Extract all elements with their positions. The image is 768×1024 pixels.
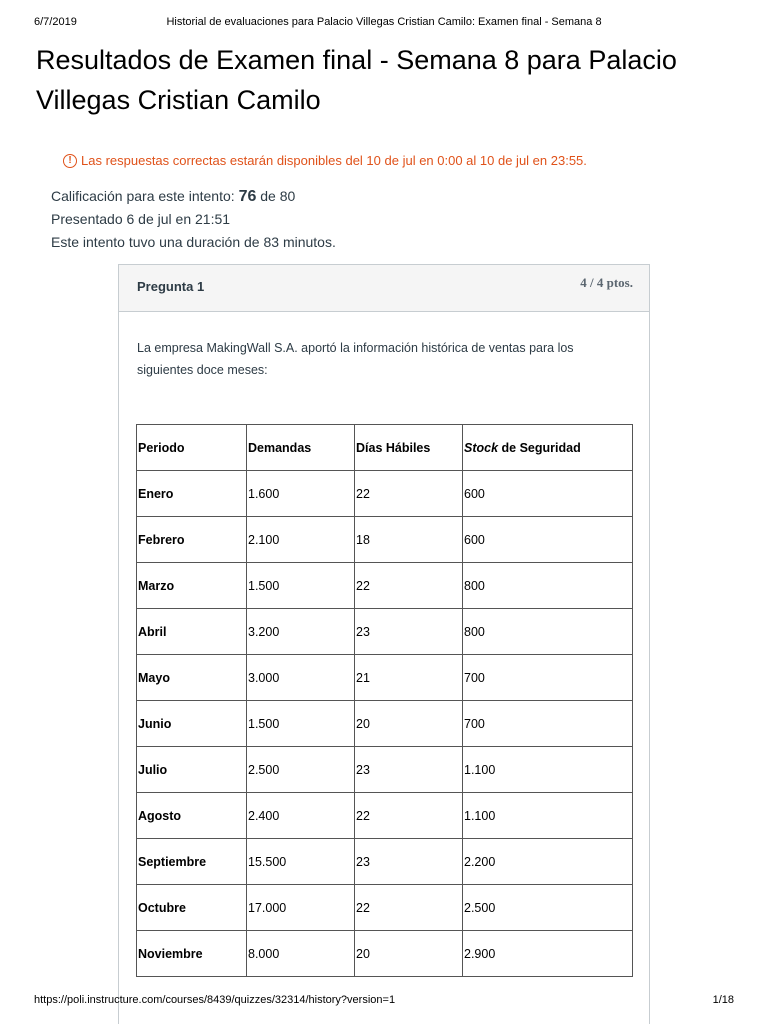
- header-periodo: Periodo: [137, 425, 247, 471]
- score-suffix: de 80: [256, 188, 296, 204]
- question-points: 4 / 4 ptos.: [580, 275, 633, 290]
- attempt-duration: Este intento tuvo una duración de 83 minutos.: [51, 234, 336, 250]
- cell-stock-seguridad: 600: [463, 471, 633, 517]
- cell-stock-seguridad: 800: [463, 563, 633, 609]
- cell-periodo: Marzo: [137, 563, 247, 609]
- cell-dias-habiles: 22: [355, 563, 463, 609]
- attempt-submitted: Presentado 6 de jul en 21:51: [51, 211, 231, 227]
- cell-stock-seguridad: 1.100: [463, 747, 633, 793]
- page-title: Resultados de Examen final - Semana 8 para Palacio Villegas Cristian Camilo: [36, 45, 677, 115]
- cell-stock-seguridad: 800: [463, 609, 633, 655]
- cell-periodo: Enero: [137, 471, 247, 517]
- cell-dias-habiles: 23: [355, 747, 463, 793]
- print-page-number: 1/18: [712, 994, 734, 1006]
- cell-demandas: 1.500: [247, 701, 355, 747]
- notice-text: Las respuestas correctas estarán disponibles del 10 de jul en 0:00 al 10 de jul en 23:55.: [81, 153, 587, 168]
- cell-demandas: 2.100: [247, 517, 355, 563]
- table-row: [137, 793, 633, 839]
- cell-dias-habiles: 20: [355, 701, 463, 747]
- attempt-score: [51, 185, 336, 208]
- cell-stock-seguridad: 2.200: [463, 839, 633, 885]
- cell-dias-habiles: 23: [355, 839, 463, 885]
- cell-demandas: 3.200: [247, 609, 355, 655]
- print-document-title: Historial de evaluaciones para Palacio Villegas Cristian Camilo: Examen final - Semana 8: [166, 16, 602, 28]
- print-footer: [34, 994, 734, 1010]
- cell-demandas: 1.500: [247, 563, 355, 609]
- cell-stock-seguridad: 600: [463, 517, 633, 563]
- sales-history-table: [136, 424, 633, 977]
- attempt-info: [51, 185, 336, 254]
- table-row: [137, 839, 633, 885]
- table-row: [137, 563, 633, 609]
- cell-demandas: 8.000: [247, 931, 355, 977]
- table-row: [137, 701, 633, 747]
- print-header: [34, 16, 734, 32]
- cell-dias-habiles: 22: [355, 471, 463, 517]
- header-demandas: Demandas: [247, 425, 355, 471]
- cell-stock-seguridad: 1.100: [463, 793, 633, 839]
- cell-periodo: Octubre: [137, 885, 247, 931]
- cell-dias-habiles: 22: [355, 793, 463, 839]
- cell-periodo: Abril: [137, 609, 247, 655]
- header-stock-word: Stock: [464, 440, 499, 455]
- cell-stock-seguridad: 2.500: [463, 885, 633, 931]
- warning-icon: !: [63, 154, 77, 168]
- cell-periodo: Junio: [137, 701, 247, 747]
- cell-stock-seguridad: 2.900: [463, 931, 633, 977]
- header-stock-rest: de Seguridad: [498, 440, 581, 455]
- print-url: https://poli.instructure.com/courses/8439/quizzes/32314/history?version=1: [34, 994, 396, 1006]
- table-row: [137, 931, 633, 977]
- print-date: 6/7/2019: [34, 16, 77, 28]
- answers-availability-notice: [63, 153, 587, 168]
- cell-periodo: Noviembre: [137, 931, 247, 977]
- cell-periodo: Julio: [137, 747, 247, 793]
- table-row: [137, 609, 633, 655]
- header-stock-seguridad: [463, 425, 633, 471]
- table-header-row: [137, 425, 633, 471]
- cell-stock-seguridad: 700: [463, 701, 633, 747]
- cell-demandas: 15.500: [247, 839, 355, 885]
- cell-periodo: Agosto: [137, 793, 247, 839]
- question-card: [118, 264, 650, 1024]
- cell-demandas: 1.600: [247, 471, 355, 517]
- cell-dias-habiles: 18: [355, 517, 463, 563]
- question-header: [119, 265, 649, 312]
- table-row: [137, 471, 633, 517]
- cell-periodo: Septiembre: [137, 839, 247, 885]
- table-row: [137, 517, 633, 563]
- cell-periodo: Mayo: [137, 655, 247, 701]
- cell-dias-habiles: 20: [355, 931, 463, 977]
- cell-dias-habiles: 21: [355, 655, 463, 701]
- cell-dias-habiles: 23: [355, 609, 463, 655]
- cell-periodo: Febrero: [137, 517, 247, 563]
- cell-dias-habiles: 22: [355, 885, 463, 931]
- score-value: 76: [238, 188, 257, 205]
- cell-demandas: 3.000: [247, 655, 355, 701]
- question-name: Pregunta 1: [137, 279, 205, 294]
- table-row: [137, 885, 633, 931]
- cell-stock-seguridad: 700: [463, 655, 633, 701]
- table-row: [137, 747, 633, 793]
- cell-demandas: 2.500: [247, 747, 355, 793]
- score-prefix: Calificación para este intento:: [51, 188, 239, 204]
- cell-demandas: 17.000: [247, 885, 355, 931]
- question-text: La empresa MakingWall S.A. aportó la información histórica de ventas para los siguientes doce meses:: [137, 341, 574, 377]
- table-row: [137, 655, 633, 701]
- cell-demandas: 2.400: [247, 793, 355, 839]
- header-dias-habiles: Días Hábiles: [355, 425, 463, 471]
